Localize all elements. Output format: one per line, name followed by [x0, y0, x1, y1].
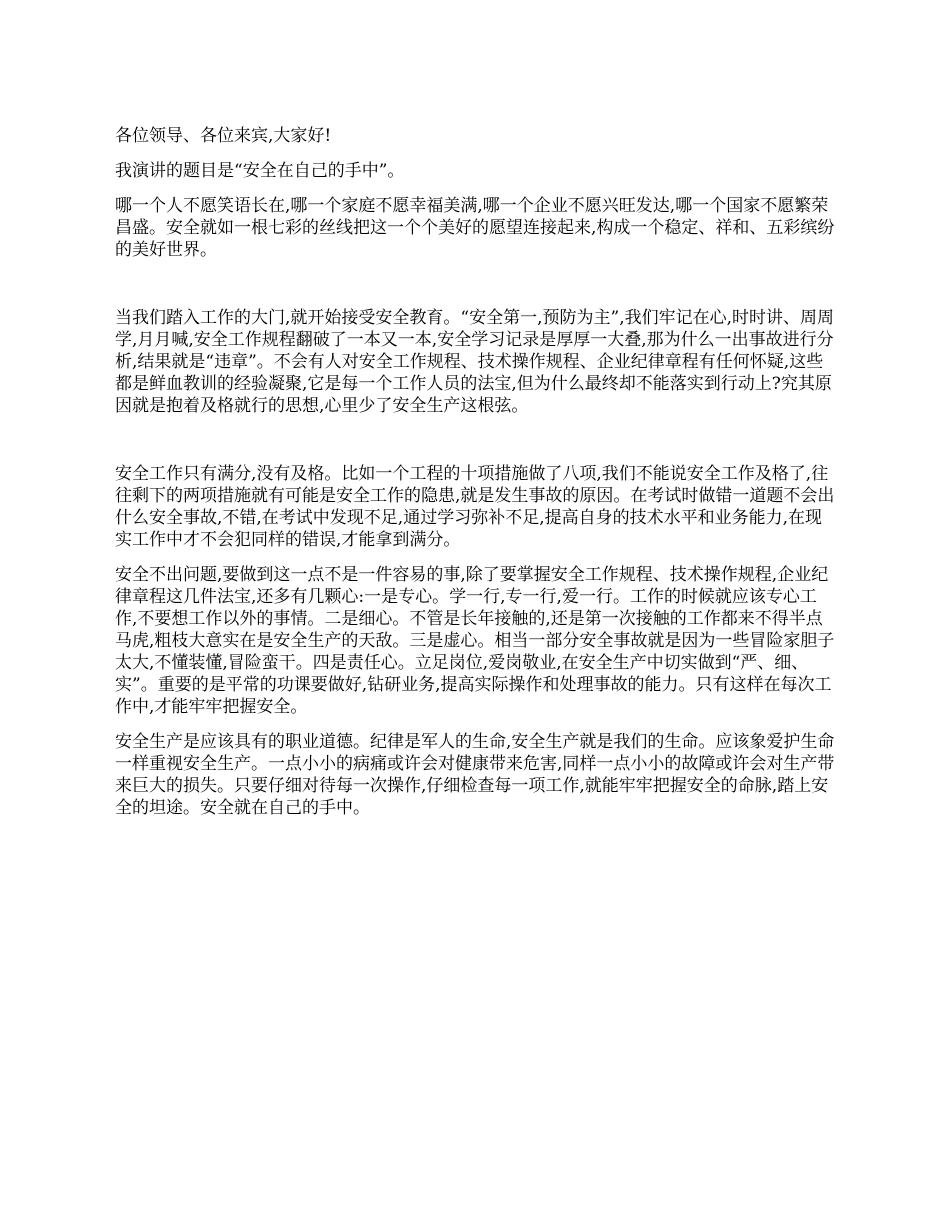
body-paragraph-2: 当我们踏入工作的大门,就开始接受安全教育。“安全第一,预防为主”,我们牢记在心,时时讲、周周学,月月喊,安全工作规程翻破了一本又一本,安全学习记录是厚厚一大叠,那为什么一出事故进行分析,结果就是“违章”。不会有人对安全工作规程、技术操作规程、企业纪律章程有任何怀疑,这些都是鲜血教训的经验凝聚,它是每一个工作人员的法宝,但为什么最终却不能落实到行动上?究其原因就是抱着及格就行的思想,心里少了安全生产这根弦。 [115, 308, 834, 416]
paragraph-spacer [115, 274, 835, 307]
body-paragraph-5: 安全生产是应该具有的职业道德。纪律是军人的生命,安全生产就是我们的生命。应该象爱护生命一样重视安全生产。一点小小的病痛或许会对健康带来危害,同样一点小小的故障或许会对生产带来巨大的损失。只要仔细对待每一次操作,仔细检查每一项工作,就能牢牢把握安全的命脉,踏上安全的坦途。安全就在自己的手中。 [115, 732, 835, 818]
body-paragraph-3: 安全工作只有满分,没有及格。比如一个工程的十项措施做了八项,我们不能说安全工作及格了,往往剩下的两项措施就有可能是安全工作的隐患,就是发生事故的原因。在考试时做错一道题不会出什么安全事故,不错,在考试中发现不足,通过学习弥补不足,提高自身的技术水平和业务能力,在现实工作中才不会犯同样的错误,才能拿到满分。 [115, 464, 835, 550]
speech-title-paragraph: 我演讲的题目是“安全在自己的手中”。 [115, 161, 405, 181]
body-paragraph-1: 哪一个人不愿笑语长在,哪一个家庭不愿幸福美满,哪一个企业不愿兴旺发达,哪一个国家不愿繁荣昌盛。安全就如一根七彩的丝线把这一个个美好的愿望连接起来,构成一个稳定、祥和、五彩缤纷的美好世界。 [115, 196, 835, 260]
body-paragraph-4: 安全不出问题,要做到这一点不是一件容易的事,除了要掌握安全工作规程、技术操作规程,企业纪律章程这几件法宝,还多有几颗心:一是专心。学一行,专一行,爱一行。工作的时候就应该专心工作,不要想工作以外的事情。二是细心。不管是长年接触的,还是第一次接触的工作都来不得半点马虎,粗枝大意实在是安全生产的天敌。三是虚心。相当一部分安全事故就是因为一些冒险家胆子太大,不懂装懂,冒险蛮干。四是责任心。立足岗位,爱岗敬业,在安全生产中切实做到“严、细、实”。重要的是平常的功课要做好,钻研业务,提高实际操作和处理事故的能力。只有这样在每次工作中,才能牢牢把握安全。 [115, 565, 835, 717]
document-page [115, 125, 835, 832]
paragraph-spacer [115, 430, 835, 463]
greeting-paragraph: 各位领导、各位来宾,大家好! [115, 126, 332, 146]
